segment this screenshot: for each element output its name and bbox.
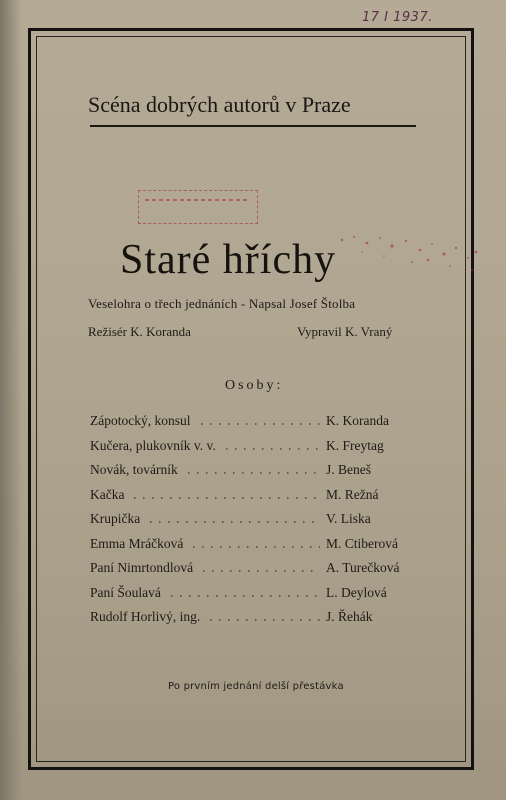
cast-row (90, 435, 430, 460)
cast-row (90, 410, 430, 435)
cast-row (90, 484, 430, 509)
leader-dots (203, 570, 320, 572)
leader-dots (171, 595, 320, 597)
leader-dots (226, 448, 320, 450)
cast-actor: J. Beneš (326, 462, 371, 477)
cast-actor: A. Turečková (326, 560, 400, 575)
cast-list (90, 410, 430, 631)
cast-actor: M. Režná (326, 486, 379, 502)
leader-dots (193, 546, 320, 548)
leader-dots (134, 497, 320, 499)
cast-role: Kačka (90, 486, 125, 502)
cast-row (90, 533, 430, 558)
cast-role: Zápotocký, konsul (90, 413, 191, 428)
director-credit: Režisér K. Koranda (88, 324, 191, 339)
leader-dots (150, 521, 320, 523)
cast-row (90, 557, 430, 582)
intermission-note: Po prvním jednání delší přestávka (168, 681, 344, 692)
cast-actor: V. Liska (326, 511, 371, 526)
inner-border (36, 36, 466, 762)
leader-dots (210, 619, 320, 621)
cast-role: Paní Šoulavá (90, 584, 161, 600)
paper-edge-shadow (0, 0, 22, 800)
play-subtitle: Veselohra o třech jednáních - Napsal Josef Štolba (88, 296, 356, 311)
cast-actor: K. Freytag (326, 437, 384, 453)
theater-name: Scéna dobrých autorů v Praze (88, 92, 351, 117)
faded-stamp (138, 190, 258, 224)
cast-actor: L. Deylová (326, 584, 387, 600)
cast-row (90, 606, 430, 631)
handwritten-date: 17 I 1937. (362, 10, 433, 25)
leader-dots (188, 472, 320, 474)
cast-actor: J. Řehák (326, 609, 373, 624)
cast-role: Emma Mráčková (90, 535, 184, 551)
cast-row (90, 459, 430, 484)
cast-heading: Osoby: (225, 378, 284, 393)
play-title: Staré hříchy (120, 237, 337, 283)
red-ink-splatter (332, 232, 482, 277)
cast-actor: M. Ctiberová (326, 535, 398, 551)
cast-row (90, 582, 430, 607)
cast-actor: K. Koranda (326, 413, 389, 428)
cast-role: Paní Nimrtondlová (90, 560, 194, 575)
leader-dots (201, 423, 320, 425)
cast-role: Rudolf Horlivý, ing. (90, 609, 201, 624)
theater-underline (90, 125, 416, 127)
cast-role: Kučera, plukovník v. v. (90, 437, 216, 453)
designer-credit: Vypravil K. Vraný (297, 324, 393, 339)
cast-row (90, 508, 430, 533)
cast-role: Novák, továrník (90, 462, 178, 477)
cast-role: Krupička (90, 511, 141, 526)
